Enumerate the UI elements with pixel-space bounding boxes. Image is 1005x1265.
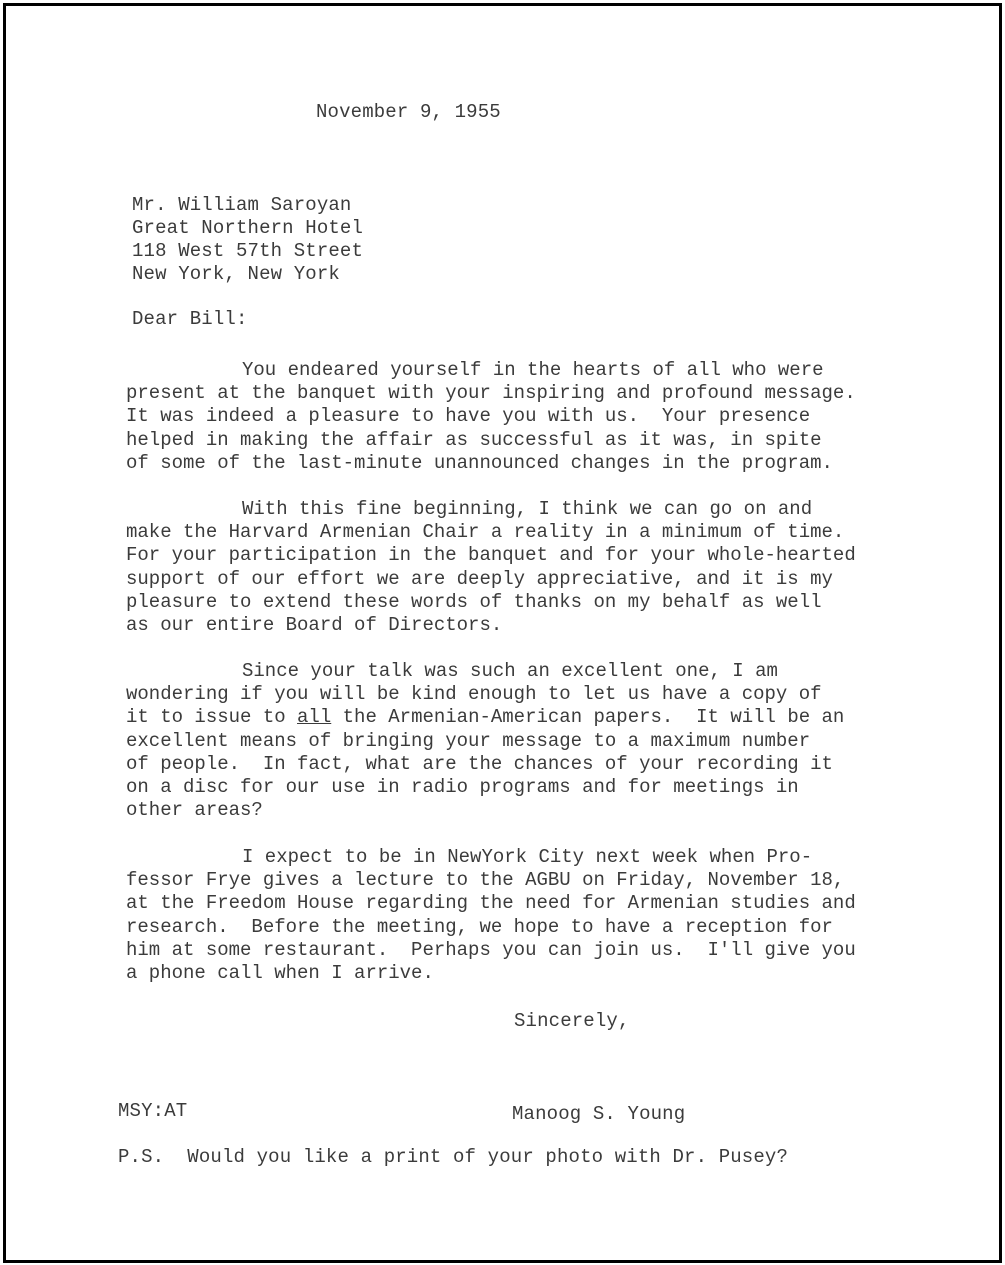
reference-initials: MSY:AT	[118, 1100, 188, 1122]
paragraph-2	[126, 498, 886, 637]
paragraph-line: of people. In fact, what are the chances of your recording it	[126, 752, 833, 775]
document-border	[3, 3, 1002, 1263]
paragraph-line: other areas?	[126, 799, 263, 822]
address-line-city: New York, New York	[132, 263, 340, 285]
paragraph-line: helped in making the affair as successful as it was, in spite	[126, 428, 822, 451]
paragraph-line: wondering if you will be kind enough to let us have a copy of	[126, 683, 822, 706]
paragraph-line: fessor Frye gives a lecture to the AGBU on Friday, November 18,	[126, 869, 845, 892]
address-line-hotel: Great Northern Hotel	[132, 217, 364, 239]
line-segment: the Armenian-American papers. It will be an	[331, 706, 845, 729]
paragraph-line: Since your talk was such an excellent one, I am	[242, 660, 778, 682]
paragraph-line: You endeared yourself in the hearts of all who were	[242, 359, 824, 381]
paragraph-line: him at some restaurant. Perhaps you can join us. I'll give you	[126, 938, 856, 961]
closing: Sincerely,	[514, 1010, 630, 1032]
address-line-name: Mr. William Saroyan	[132, 194, 352, 216]
paragraph-line: make the Harvard Armenian Chair a reality in a minimum of time.	[126, 521, 845, 544]
paragraph-line: I expect to be in NewYork City next week when Pro-	[242, 846, 813, 868]
line-segment: it to issue to	[126, 706, 298, 729]
paragraph-line: It was indeed a pleasure to have you with us. Your presence	[126, 405, 811, 428]
paragraph-line: pleasure to extend these words of thanks on my behalf as well	[126, 590, 822, 613]
paragraph-line: support of our effort we are deeply appreciative, and it is my	[126, 567, 833, 590]
paragraph-line: For your participation in the banquet and for your whole-hearted	[126, 544, 856, 567]
salutation: Dear Bill:	[132, 308, 248, 330]
paragraph-line: present at the banquet with your inspiring and profound message.	[126, 382, 856, 405]
paragraph-line: a phone call when I arrive.	[126, 962, 434, 985]
paragraph-line: as our entire Board of Directors.	[126, 614, 503, 637]
paragraph-line: of some of the last-minute unannounced changes in the program.	[126, 451, 833, 474]
letter-date: November 9, 1955	[316, 101, 501, 123]
paragraph-line: on a disc for our use in radio programs and for meetings in	[126, 776, 799, 799]
paragraph-line: at the Freedom House regarding the need for Armenian studies and	[126, 892, 856, 915]
paragraph-3	[126, 660, 886, 822]
paragraph-line: With this fine beginning, I think we can go on and	[242, 498, 813, 520]
address-line-street: 118 West 57th Street	[132, 240, 364, 262]
paragraph-1	[126, 359, 886, 475]
signer-name: Manoog S. Young	[512, 1103, 686, 1125]
postscript: P.S. Would you like a print of your photo with Dr. Pusey?	[118, 1146, 789, 1168]
underlined-word: all	[297, 706, 332, 729]
letter-page	[6, 6, 999, 1260]
paragraph-4	[126, 846, 886, 985]
paragraph-line	[126, 706, 886, 729]
paragraph-line: excellent means of bringing your message to a maximum number	[126, 729, 811, 752]
paragraph-line: research. Before the meeting, we hope to have a reception for	[126, 915, 833, 938]
